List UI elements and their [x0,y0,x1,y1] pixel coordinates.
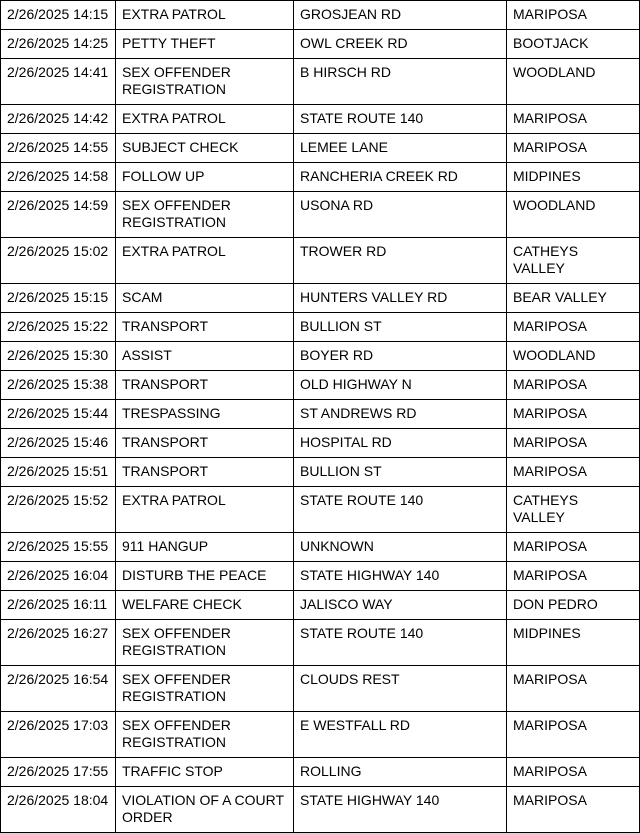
cell-incident-type: VIOLATION OF A COURT ORDER [116,787,294,833]
cell-area: WOODLAND [507,59,640,105]
cell-location: BULLION ST [294,313,507,342]
cell-datetime: 2/26/2025 14:15 [1,1,116,30]
cell-incident-type: ASSIST [116,342,294,371]
cell-datetime: 2/26/2025 15:51 [1,458,116,487]
cell-datetime: 2/26/2025 14:55 [1,134,116,163]
table-row [1,134,640,163]
cell-area: MARIPOSA [507,105,640,134]
cell-area: MIDPINES [507,163,640,192]
cell-incident-type: EXTRA PATROL [116,105,294,134]
cell-location: STATE HIGHWAY 140 [294,562,507,591]
cell-incident-type: FOLLOW UP [116,163,294,192]
cell-area: MARIPOSA [507,371,640,400]
table-row [1,313,640,342]
cell-area: MARIPOSA [507,533,640,562]
cell-datetime: 2/26/2025 15:46 [1,429,116,458]
cell-area: MARIPOSA [507,666,640,712]
table-row [1,562,640,591]
cell-area: DON PEDRO [507,591,640,620]
cell-incident-type: WELFARE CHECK [116,591,294,620]
table-row [1,105,640,134]
cell-location: JALISCO WAY [294,591,507,620]
table-row [1,787,640,833]
cell-location: GROSJEAN RD [294,1,507,30]
cell-incident-type: TRESPASSING [116,400,294,429]
cell-incident-type: SUBJECT CHECK [116,134,294,163]
cell-datetime: 2/26/2025 14:59 [1,192,116,238]
cell-area: MARIPOSA [507,712,640,758]
cell-area: BOOTJACK [507,30,640,59]
table-row [1,758,640,787]
cell-datetime: 2/26/2025 15:02 [1,238,116,284]
table-row [1,1,640,30]
table-row [1,192,640,238]
cell-area: MIDPINES [507,620,640,666]
cell-location: STATE ROUTE 140 [294,620,507,666]
cell-location: USONA RD [294,192,507,238]
table-row [1,429,640,458]
table-row [1,712,640,758]
cell-location: STATE ROUTE 140 [294,105,507,134]
cell-location: ROLLING [294,758,507,787]
table-row [1,400,640,429]
cell-area: CATHEYS VALLEY [507,487,640,533]
cell-datetime: 2/26/2025 15:22 [1,313,116,342]
cell-incident-type: TRANSPORT [116,458,294,487]
cell-location: OWL CREEK RD [294,30,507,59]
cell-datetime: 2/26/2025 15:52 [1,487,116,533]
cell-area: MARIPOSA [507,787,640,833]
cell-area: MARIPOSA [507,400,640,429]
cell-area: CATHEYS VALLEY [507,238,640,284]
cell-datetime: 2/26/2025 14:25 [1,30,116,59]
cell-incident-type: DISTURB THE PEACE [116,562,294,591]
cell-area: MARIPOSA [507,313,640,342]
cell-location: B HIRSCH RD [294,59,507,105]
cell-location: HUNTERS VALLEY RD [294,284,507,313]
incident-log-body [1,1,640,833]
cell-datetime: 2/26/2025 15:30 [1,342,116,371]
cell-datetime: 2/26/2025 16:54 [1,666,116,712]
cell-datetime: 2/26/2025 14:42 [1,105,116,134]
cell-incident-type: SEX OFFENDER REGISTRATION [116,59,294,105]
table-row [1,458,640,487]
cell-incident-type: EXTRA PATROL [116,487,294,533]
cell-datetime: 2/26/2025 15:15 [1,284,116,313]
cell-area: BEAR VALLEY [507,284,640,313]
cell-location: STATE ROUTE 140 [294,487,507,533]
cell-area: MARIPOSA [507,758,640,787]
cell-datetime: 2/26/2025 16:11 [1,591,116,620]
cell-incident-type: SCAM [116,284,294,313]
table-row [1,59,640,105]
cell-incident-type: EXTRA PATROL [116,238,294,284]
cell-datetime: 2/26/2025 15:38 [1,371,116,400]
table-row [1,666,640,712]
cell-location: BOYER RD [294,342,507,371]
cell-incident-type: PETTY THEFT [116,30,294,59]
cell-incident-type: SEX OFFENDER REGISTRATION [116,712,294,758]
cell-area: WOODLAND [507,192,640,238]
cell-area: MARIPOSA [507,429,640,458]
cell-location: BULLION ST [294,458,507,487]
cell-location: OLD HIGHWAY N [294,371,507,400]
cell-datetime: 2/26/2025 14:58 [1,163,116,192]
table-row [1,620,640,666]
cell-incident-type: 911 HANGUP [116,533,294,562]
cell-datetime: 2/26/2025 18:04 [1,787,116,833]
cell-location: ST ANDREWS RD [294,400,507,429]
cell-incident-type: EXTRA PATROL [116,1,294,30]
cell-area: MARIPOSA [507,458,640,487]
cell-area: MARIPOSA [507,134,640,163]
table-row [1,533,640,562]
cell-location: CLOUDS REST [294,666,507,712]
cell-location: LEMEE LANE [294,134,507,163]
cell-location: STATE HIGHWAY 140 [294,787,507,833]
cell-datetime: 2/26/2025 14:41 [1,59,116,105]
table-row [1,342,640,371]
table-row [1,238,640,284]
cell-location: UNKNOWN [294,533,507,562]
cell-area: MARIPOSA [507,1,640,30]
table-row [1,163,640,192]
table-row [1,591,640,620]
cell-datetime: 2/26/2025 17:55 [1,758,116,787]
cell-incident-type: SEX OFFENDER REGISTRATION [116,192,294,238]
cell-datetime: 2/26/2025 15:55 [1,533,116,562]
cell-incident-type: TRAFFIC STOP [116,758,294,787]
cell-incident-type: TRANSPORT [116,429,294,458]
cell-datetime: 2/26/2025 15:44 [1,400,116,429]
cell-location: RANCHERIA CREEK RD [294,163,507,192]
cell-datetime: 2/26/2025 17:03 [1,712,116,758]
table-row [1,30,640,59]
cell-area: MARIPOSA [507,562,640,591]
table-row [1,371,640,400]
table-row [1,284,640,313]
cell-area: WOODLAND [507,342,640,371]
cell-incident-type: SEX OFFENDER REGISTRATION [116,620,294,666]
cell-datetime: 2/26/2025 16:04 [1,562,116,591]
cell-datetime: 2/26/2025 16:27 [1,620,116,666]
cell-location: HOSPITAL RD [294,429,507,458]
table-row [1,487,640,533]
cell-incident-type: TRANSPORT [116,371,294,400]
cell-incident-type: TRANSPORT [116,313,294,342]
cell-location: E WESTFALL RD [294,712,507,758]
cell-location: TROWER RD [294,238,507,284]
cell-incident-type: SEX OFFENDER REGISTRATION [116,666,294,712]
